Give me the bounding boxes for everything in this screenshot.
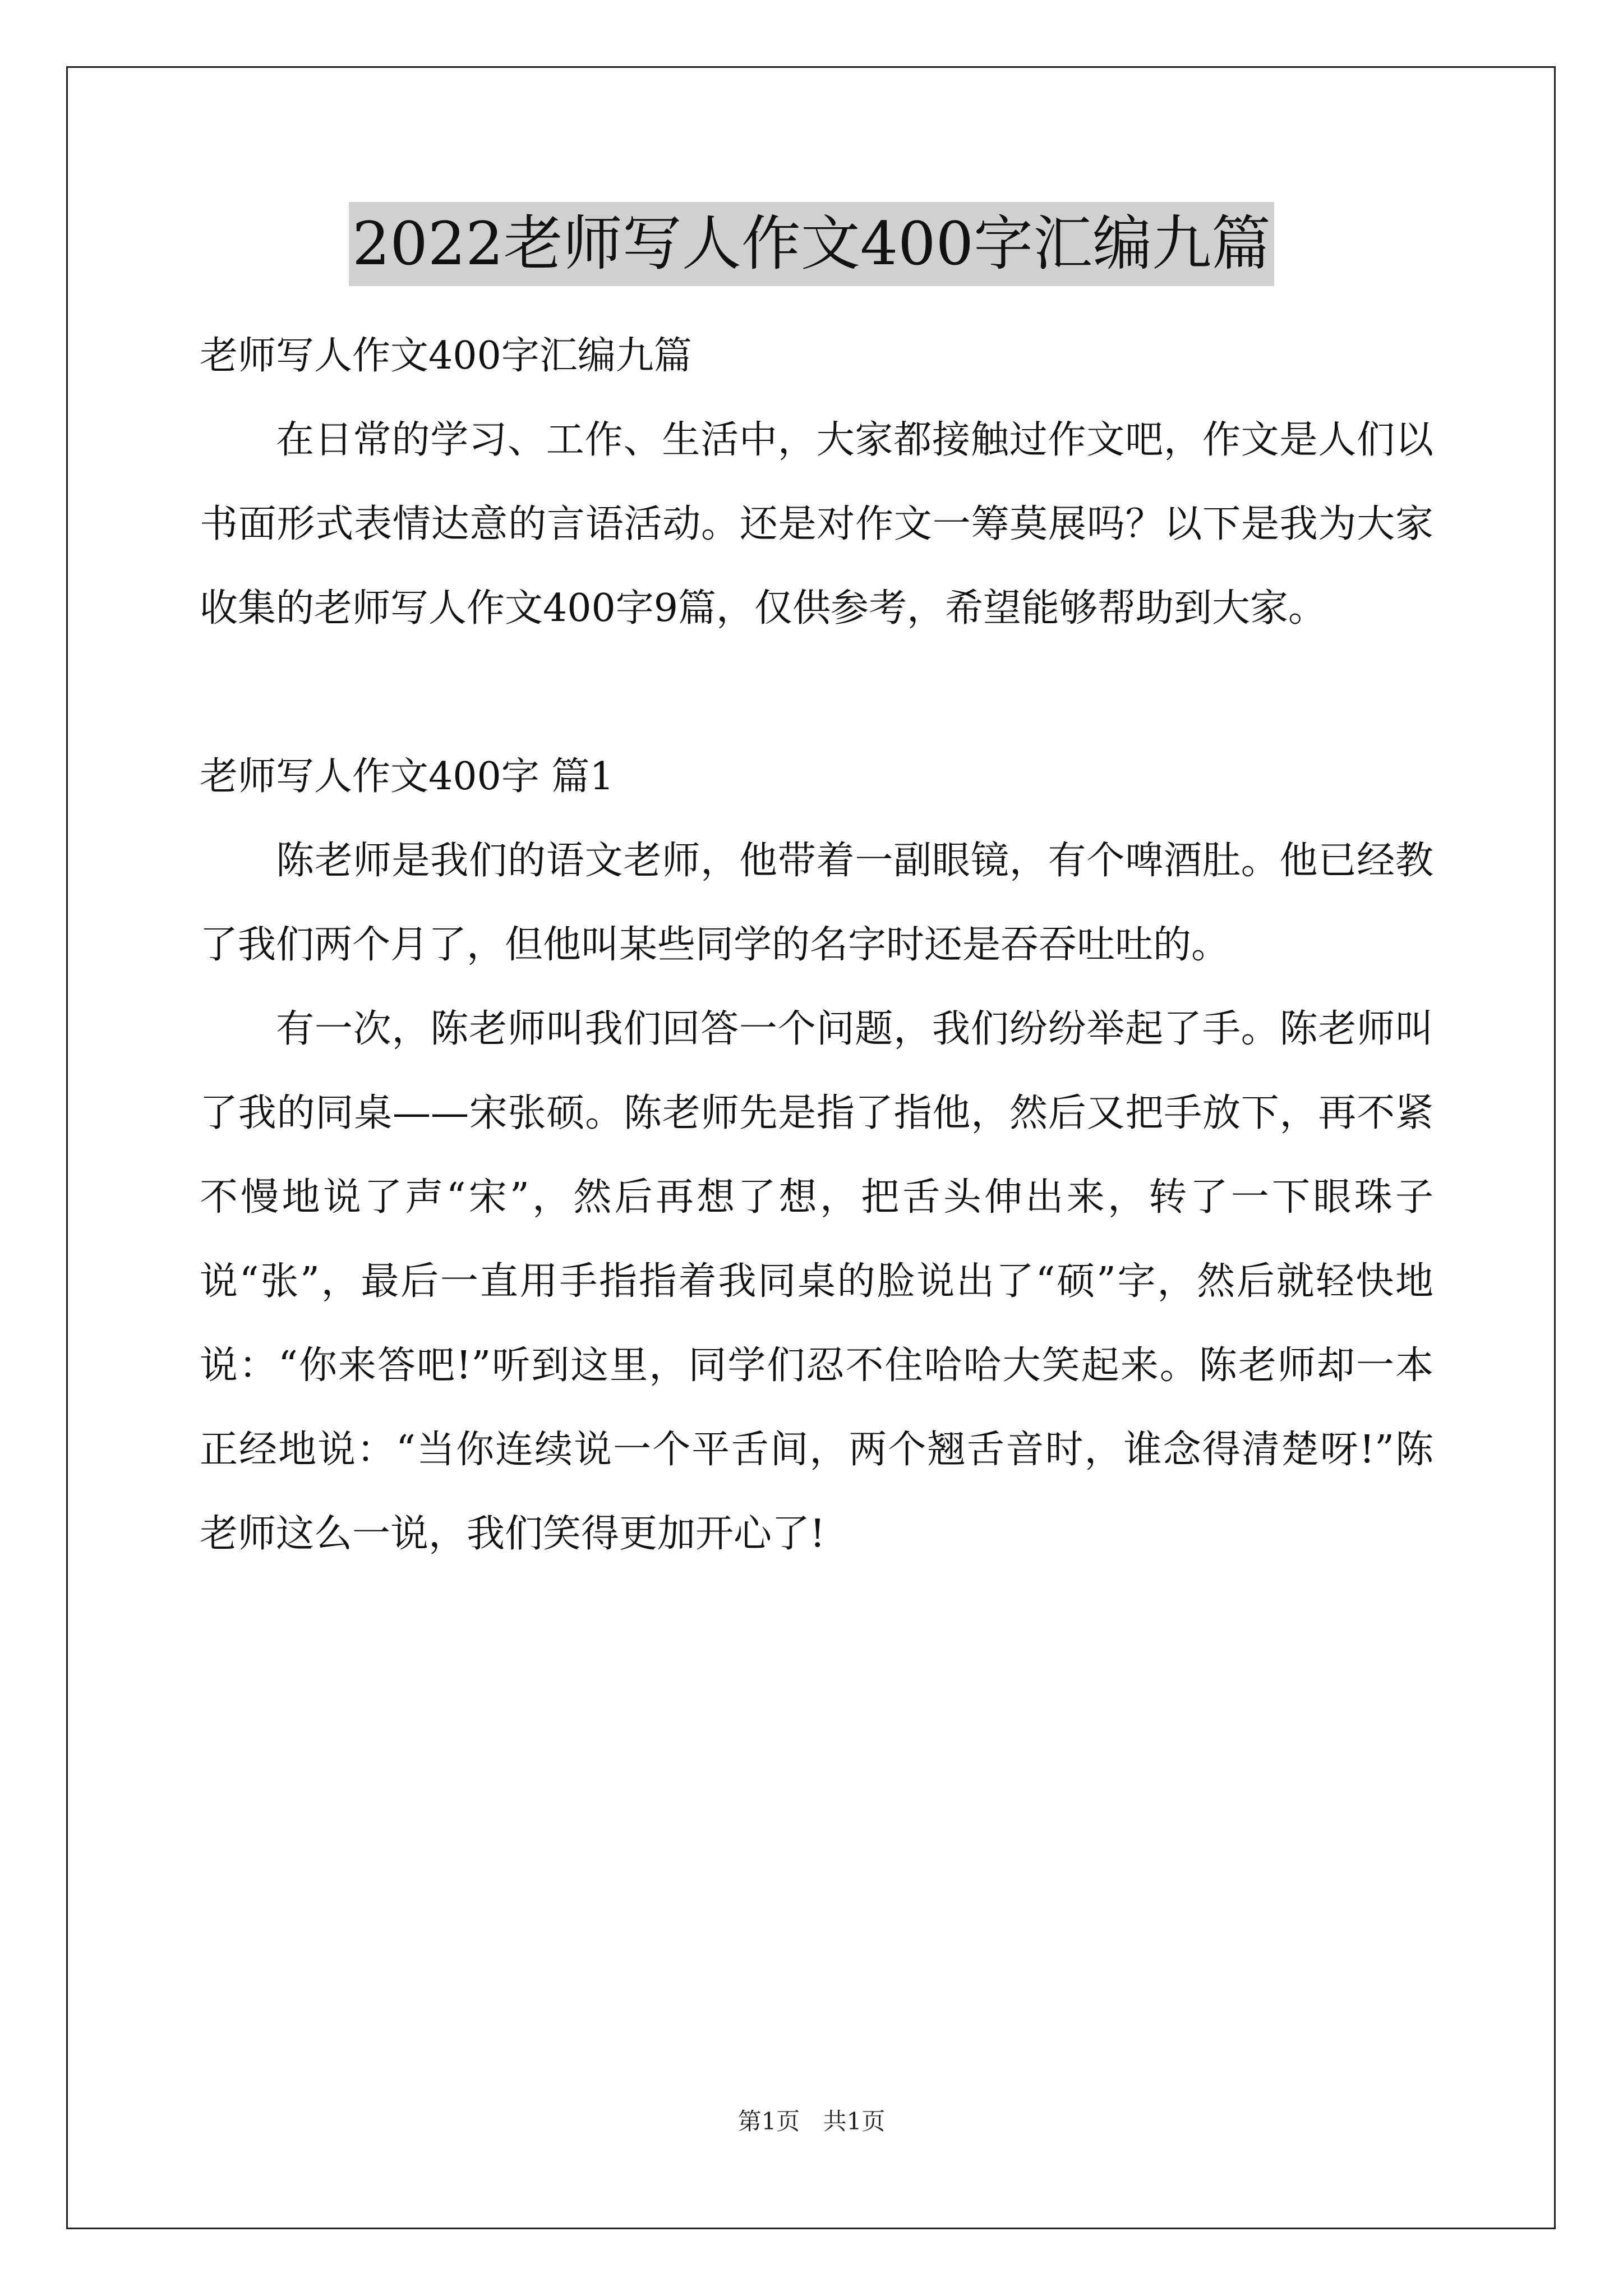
body-paragraph-2: 有一次，陈老师叫我们回答一个问题，我们纷纷举起了手。陈老师叫了我的同桌——宋张硕。陈老师先是指了指他，然后又把手放下，再不紧不慢地说了声“宋”，然后再想了想，把舌头伸出来，转了一下眼珠子说“张”，最后一直用手指指着我同桌的脸说出了“硕”字，然后就轻快地说：“你来答吧!”听到这里，同学们忍不住哈哈大笑起来。陈老师却一本正经地说：“当你连续说一个平舌间，两个翘舌音时，谁念得清楚呀!”陈老师这么一说，我们笑得更加开心了! (200, 1007, 1433, 1556)
document-body (200, 314, 1433, 1576)
intro-paragraph: 在日常的学习、工作、生活中，大家都接触过作文吧，作文是人们以书面形式表情达意的言语活动。还是对作文一筹莫展吗？以下是我为大家收集的老师写人作文400字9篇，仅供参考，希望能够帮助到大家。 (200, 418, 1433, 631)
document-title: 2022老师写人作文400字汇编九篇 (349, 202, 1274, 286)
total-pages: 共1页 (823, 2108, 886, 2135)
title-area (0, 202, 1623, 286)
section-heading: 老师写人作文400字 篇1 (200, 754, 614, 799)
page-footer (0, 2105, 1623, 2138)
document-subtitle: 老师写人作文400字汇编九篇 (200, 334, 692, 378)
body-paragraph-1: 陈老师是我们的语文老师，他带着一副眼镜，有个啤酒肚。他已经教了我们两个月了，但他叫某些同学的名字时还是吞吞吐吐的。 (200, 839, 1433, 967)
page-number: 第1页 (737, 2108, 800, 2135)
